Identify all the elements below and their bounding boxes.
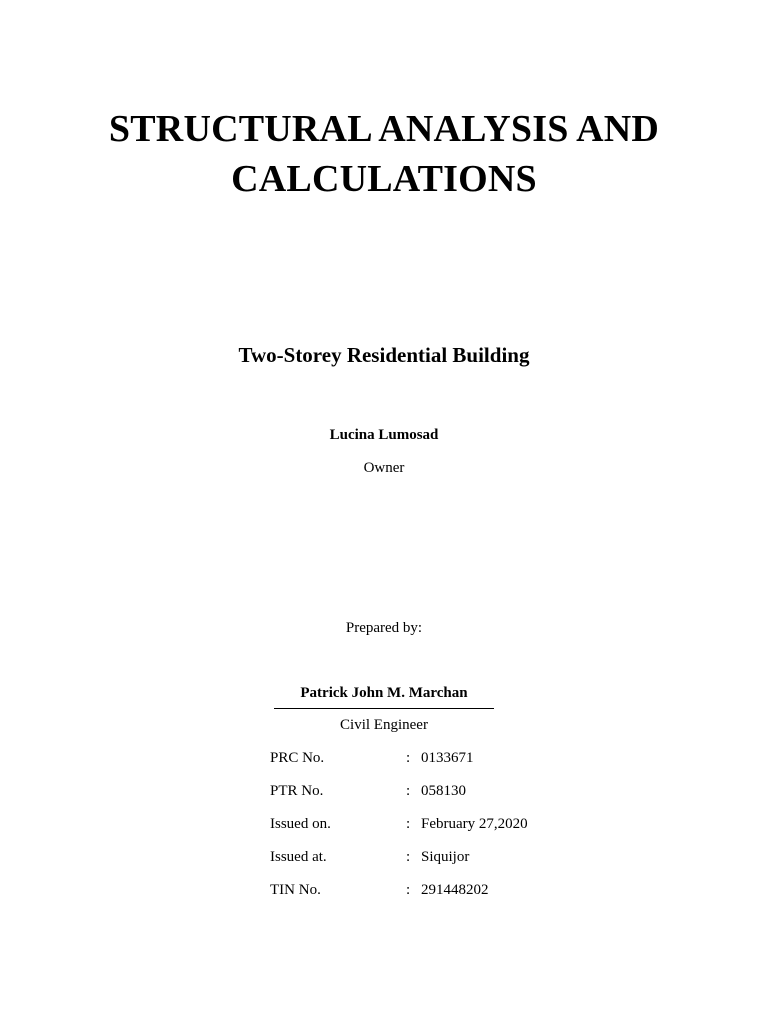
document-subtitle: Two-Storey Residential Building: [238, 343, 530, 367]
credential-separator: :: [406, 849, 411, 865]
document-title: [0, 104, 768, 204]
credential-value: Siquijor: [421, 849, 470, 865]
credential-separator: :: [406, 882, 411, 898]
credential-value: 291448202: [421, 882, 489, 898]
credential-label: PTR No.: [270, 783, 324, 799]
credential-label: TIN No.: [270, 882, 321, 898]
engineer-name: Patrick John M. Marchan: [300, 685, 468, 701]
credential-separator: :: [406, 816, 411, 832]
owner-name: Lucina Lumosad: [329, 427, 439, 443]
credential-separator: :: [406, 783, 411, 799]
document-title-line-1: STRUCTURAL ANALYSIS AND: [108, 108, 660, 150]
credential-separator: :: [406, 750, 411, 766]
credential-value: February 27,2020: [421, 816, 528, 832]
document-title-line-2: CALCULATIONS: [231, 158, 537, 200]
signature-line: [274, 708, 494, 709]
credential-value: 0133671: [421, 750, 474, 766]
credential-label: PRC No.: [270, 750, 325, 766]
credential-label: Issued on.: [270, 816, 331, 832]
prepared-by-label: Prepared by:: [345, 620, 423, 636]
engineer-role: Civil Engineer: [340, 717, 428, 733]
credential-value: 058130: [421, 783, 466, 799]
owner-role: Owner: [363, 460, 405, 476]
credential-label: Issued at.: [270, 849, 327, 865]
